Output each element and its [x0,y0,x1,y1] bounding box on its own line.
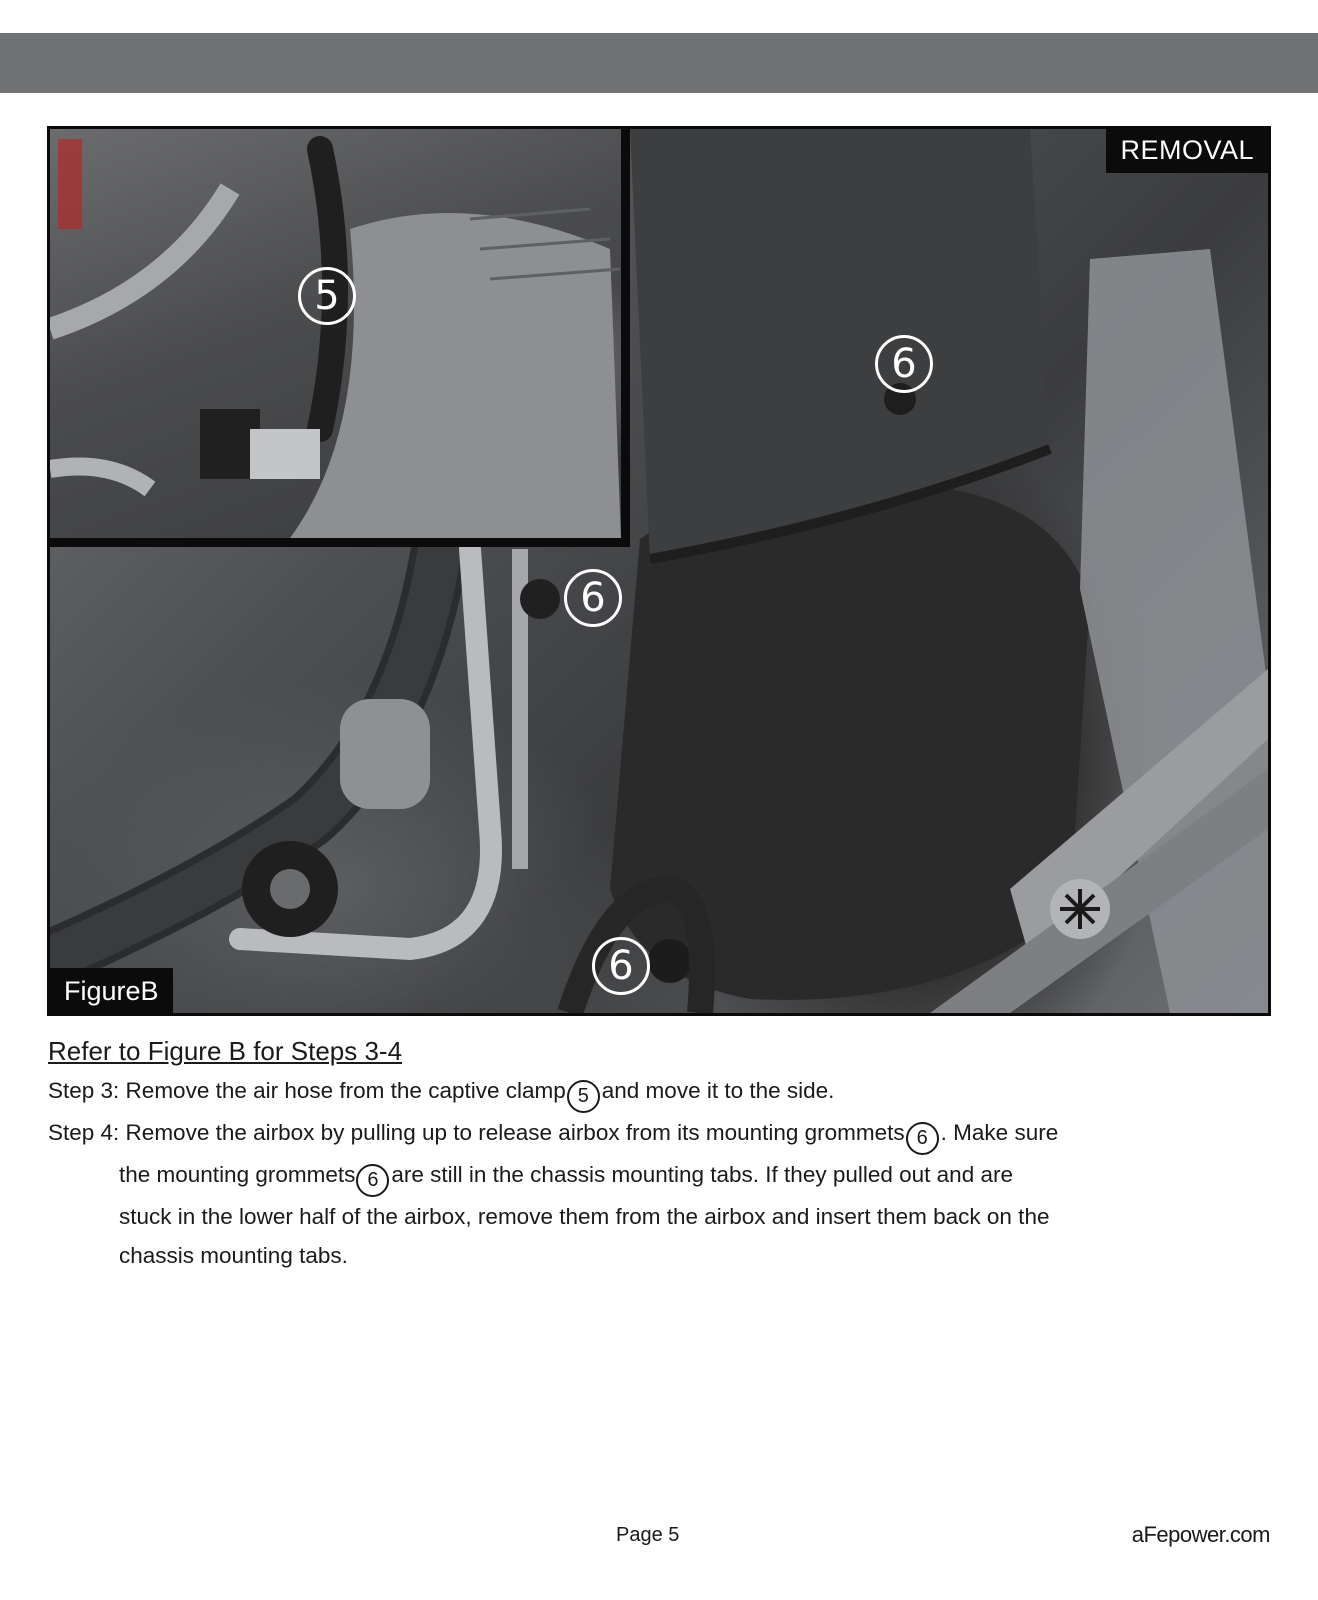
step-4-line-2-text: the mounting grommets [119,1162,356,1187]
callout-5: 5 [298,267,356,325]
inset-photo-scene [50,129,621,538]
inset-photo [50,129,630,547]
callout-6-middle: 6 [564,569,622,627]
callout-6-bottom: 6 [592,937,650,995]
callout-ref-6: 6 [356,1164,389,1197]
step-4-line-1 [48,1113,1270,1155]
page-number: Page 5 [616,1524,680,1546]
step-3-text: Step 3: Remove the air hose from the captive clamp [48,1078,566,1103]
callout-ref-5: 5 [567,1080,600,1113]
step-4-text-end: . Make sure [940,1120,1059,1145]
header-bar [0,33,1318,93]
step-4-text: Step 4: Remove the airbox by pulling up to release airbox from its mounting grommets [48,1120,905,1145]
callout-6-top: 6 [875,335,933,393]
figure-label: FigureB [50,968,173,1013]
step-4-line-4: chassis mounting tabs. [119,1243,348,1268]
figure-b-photo [47,126,1271,1016]
website-link[interactable]: aFepower.com [1131,1522,1270,1547]
instructions-heading: Refer to Figure B for Steps 3-4 [48,1036,403,1066]
step-3 [48,1071,1270,1113]
step-3-text-end: and move it to the side. [601,1078,835,1103]
removal-label: REMOVAL [1106,129,1268,173]
step-4-line-2 [48,1155,1270,1197]
instructions [48,1036,1270,1275]
step-4-line-3: stuck in the lower half of the airbox, remove them from the airbox and insert them back on the [119,1204,1050,1229]
callout-ref-6: 6 [906,1122,939,1155]
step-4-line-2-text-end: are still in the chassis mounting tabs. If they pulled out and are [391,1162,1013,1187]
